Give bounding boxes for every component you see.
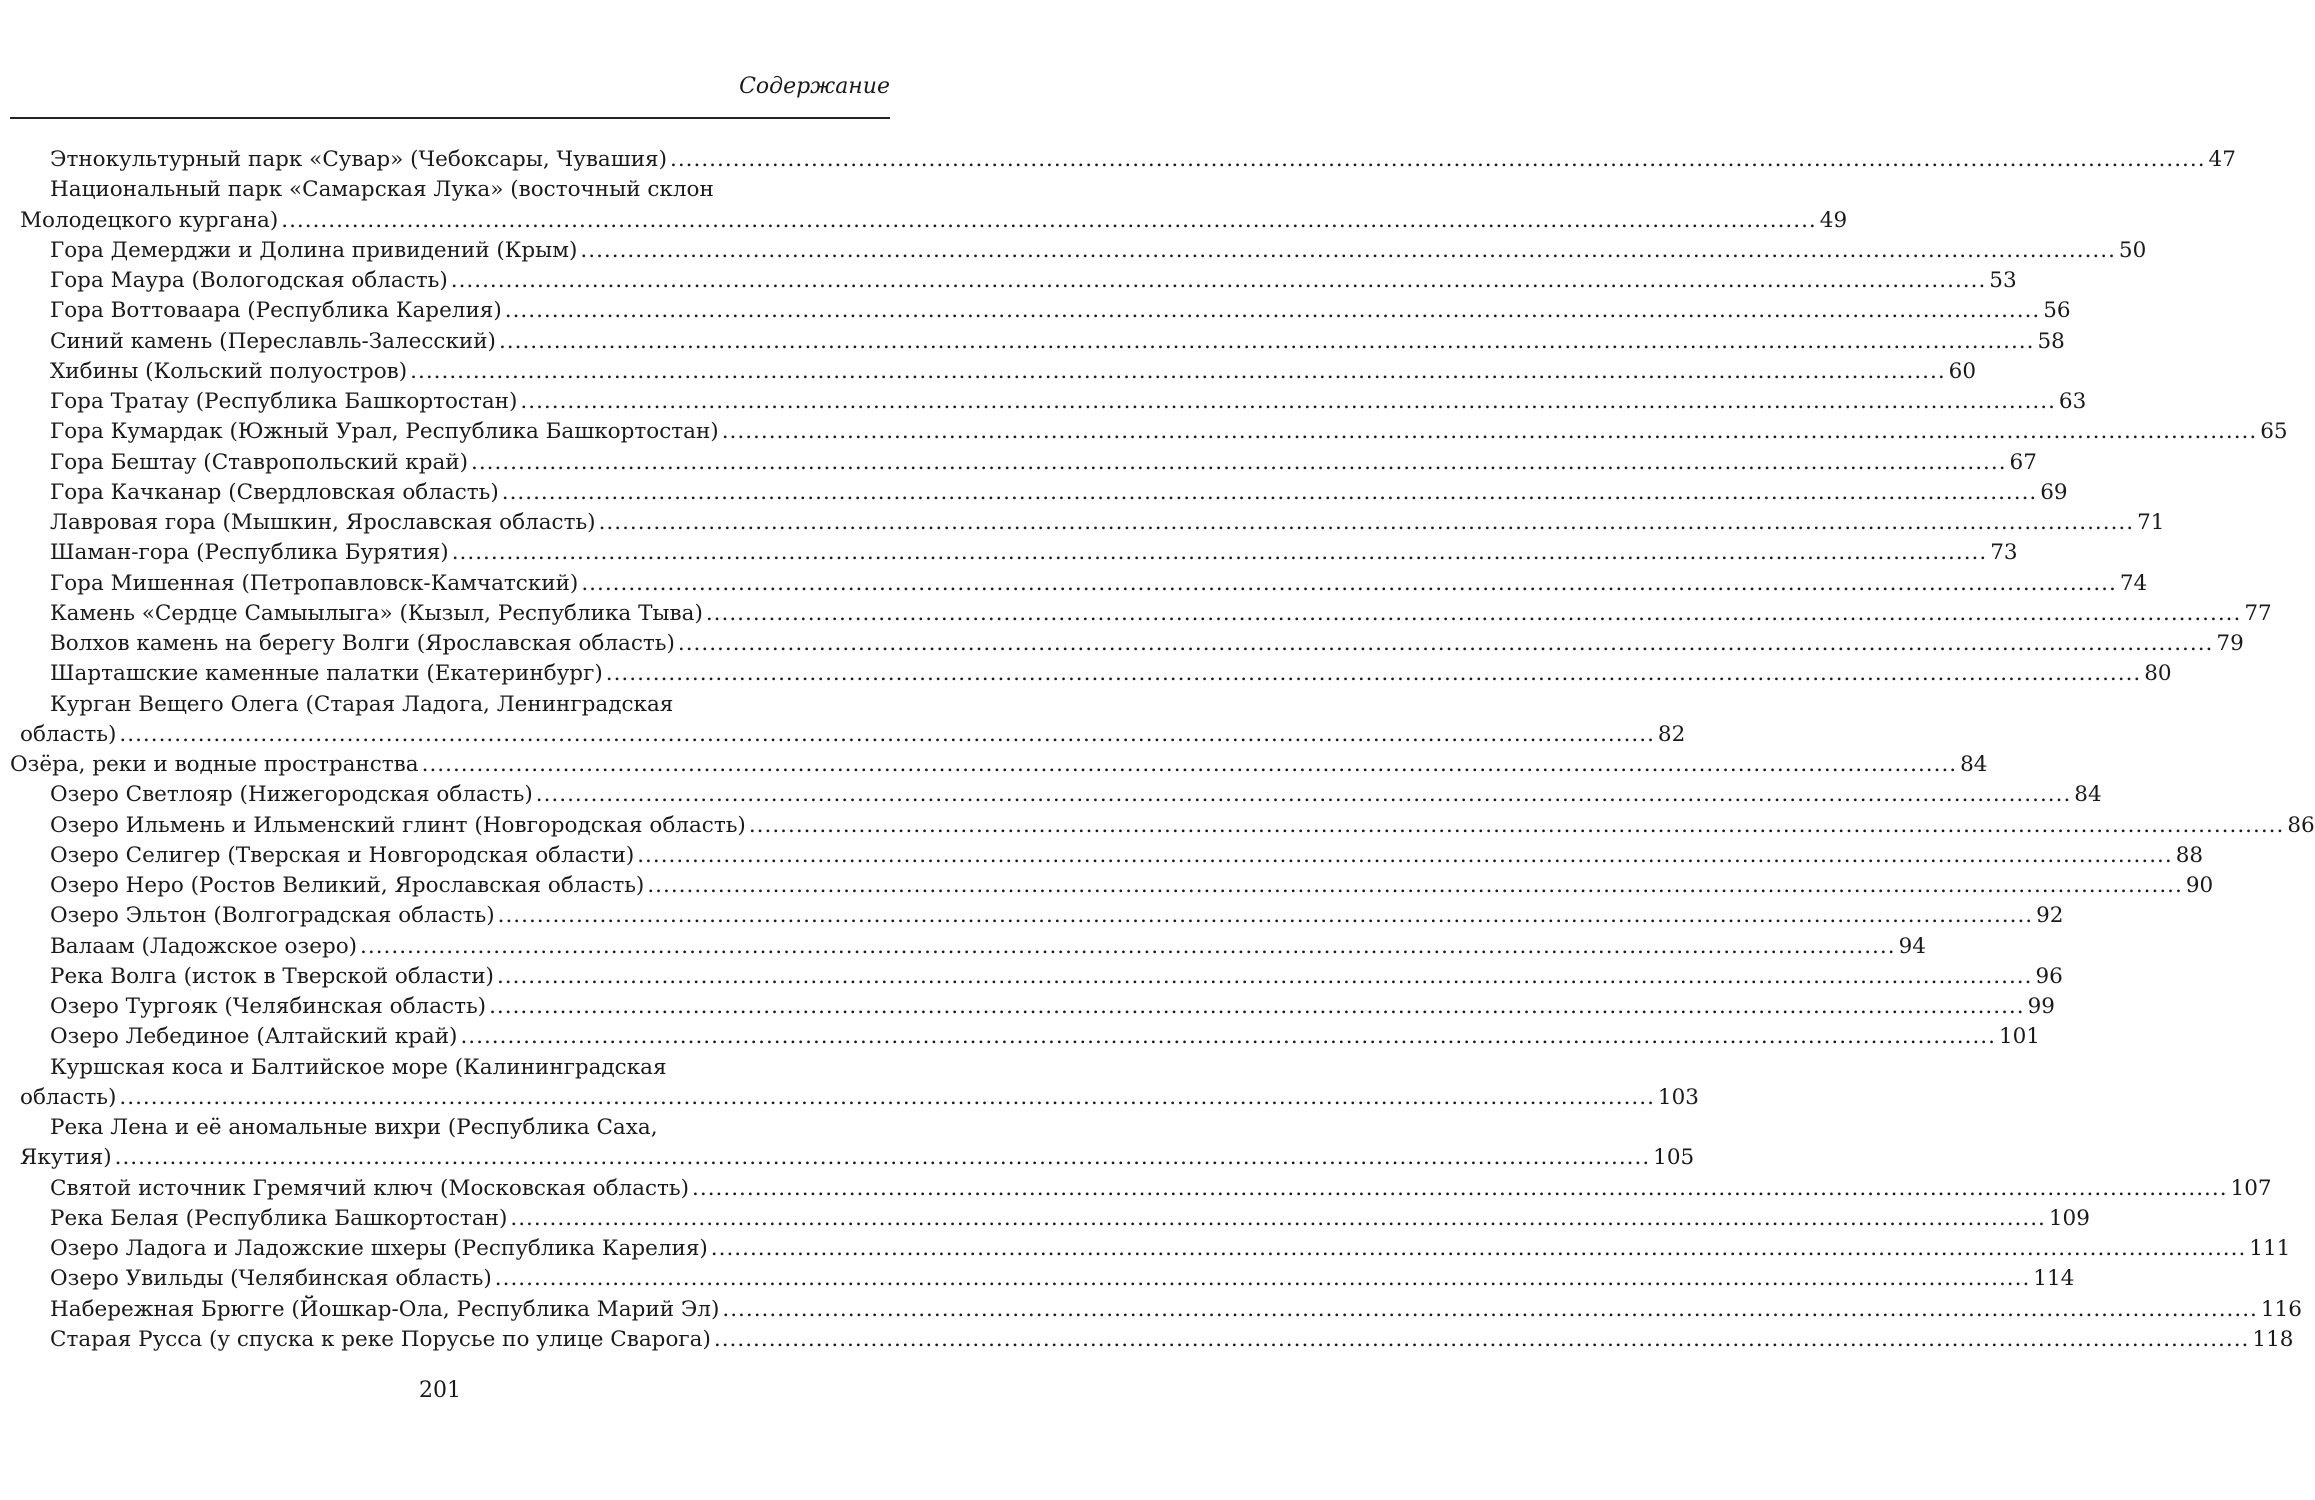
- toc-entry: [10, 811, 2315, 841]
- toc-entry-page: 47: [2208, 147, 2236, 172]
- table-of-contents: [10, 145, 2315, 1355]
- toc-entry-title: Гора Кумардак (Южный Урал, Республика Башкортостан): [50, 419, 719, 445]
- toc-entry-page: 49: [1819, 207, 1848, 233]
- toc-entry: [10, 1083, 1699, 1113]
- dot-leader: [581, 569, 2117, 599]
- toc-entry: [10, 296, 2071, 326]
- toc-entry-page: 111: [2249, 1236, 2291, 1261]
- toc-entry: [10, 266, 2017, 296]
- dot-leader: [670, 145, 2206, 175]
- toc-entry-title: Гора Бештау (Ставропольский край): [50, 449, 469, 475]
- toc-entry-page: 53: [1989, 268, 2017, 293]
- toc-entry-continued: [10, 1113, 887, 1143]
- toc-entry-title: Шарташские каменные палатки (Екатеринбург): [50, 661, 603, 687]
- dot-leader: [722, 417, 2258, 447]
- toc-entry-page: 56: [2043, 298, 2071, 324]
- toc-entry: [10, 720, 1686, 750]
- toc-entry-page: 63: [2058, 389, 2087, 414]
- toc-entry-page: 79: [2216, 631, 2244, 656]
- toc-entry: [10, 508, 2165, 538]
- toc-entry-title: Озеро Эльтон (Волгоградская область): [50, 903, 495, 929]
- dot-leader: [495, 1264, 2031, 1294]
- toc-entry-title: Хибины (Кольский полуостров): [50, 358, 408, 384]
- dot-leader: [422, 750, 1958, 780]
- toc-entry: [10, 992, 2055, 1022]
- dot-leader: [647, 871, 2183, 901]
- toc-entry-page: 105: [1653, 1145, 1695, 1171]
- toc-entry: [10, 599, 2272, 629]
- toc-entry-title: Якутия): [20, 1145, 112, 1171]
- toc-entry-title: Река Лена и её аномальные вихри (Республика Саха,: [50, 1115, 658, 1140]
- toc-entry: [10, 1022, 2040, 1052]
- toc-entry-title: Гора Мишенная (Петропавловск-Камчатский): [50, 570, 579, 596]
- toc-entry-title: Святой источник Гремячий ключ (Московская область): [50, 1175, 690, 1201]
- toc-entry-page: 67: [2009, 449, 2037, 475]
- toc-entry-title: Шаман-гора (Республика Бурятия): [50, 540, 449, 566]
- dot-leader: [580, 236, 2116, 266]
- toc-entry-title: Река Белая (Республика Башкортостан): [50, 1205, 508, 1231]
- dot-leader: [281, 206, 1817, 236]
- toc-entry-page: 92: [2036, 903, 2064, 929]
- toc-entry: [10, 750, 1988, 780]
- dot-leader: [706, 599, 2242, 629]
- toc-entry-title: область): [20, 721, 117, 747]
- dot-leader: [498, 901, 2034, 931]
- dot-leader: [749, 811, 2285, 841]
- toc-entry-continued: [10, 690, 887, 720]
- toc-entry-title: Озеро Ладога и Ладожские шхеры (Республика Карелия): [50, 1236, 708, 1261]
- toc-entry: [10, 1325, 2294, 1355]
- toc-entry: [10, 478, 2068, 508]
- dot-leader: [497, 962, 2033, 992]
- toc-entry: [10, 417, 2288, 447]
- toc-entry-page: 94: [1898, 933, 1926, 959]
- toc-entry: [10, 871, 2214, 901]
- toc-entry-page: 84: [1960, 752, 1988, 777]
- toc-entry: [10, 1234, 2291, 1264]
- dot-leader: [460, 1022, 1996, 1052]
- toc-entry: [10, 1295, 2302, 1325]
- toc-entry-page: 114: [2033, 1266, 2075, 1292]
- toc-entry: [10, 448, 2037, 478]
- dot-leader: [678, 629, 2214, 659]
- toc-entry-title: Озеро Ильмень и Ильменский глинт (Новгородская область): [50, 812, 746, 838]
- toc-entry: [10, 780, 2102, 810]
- dot-leader: [520, 387, 2056, 417]
- toc-entry-title: Гора Тратау (Республика Башкортостан): [50, 389, 518, 414]
- toc-entry-title: Молодецкого кургана): [20, 207, 279, 233]
- toc-entry-title: Озеро Селигер (Тверская и Новгородская области): [50, 842, 635, 868]
- toc-entry-title: Валаам (Ладожское озеро): [50, 933, 358, 959]
- dot-leader: [360, 932, 1896, 962]
- dot-leader: [471, 448, 2007, 478]
- header-rule: [10, 117, 890, 119]
- toc-entry: [10, 236, 2147, 266]
- toc-entry-page: 90: [2185, 873, 2214, 898]
- toc-entry: [10, 206, 1848, 236]
- toc-entry-continued: [10, 175, 887, 205]
- dot-leader: [119, 720, 1655, 750]
- toc-entry-page: 99: [2027, 994, 2055, 1019]
- dot-leader: [499, 327, 2035, 357]
- toc-entry-page: 107: [2230, 1175, 2272, 1201]
- toc-entry: [10, 357, 1977, 387]
- toc-entry-title: Озеро Лебединое (Алтайский край): [50, 1024, 458, 1050]
- toc-entry-page: 96: [2035, 963, 2063, 989]
- toc-entry-title: Синий камень (Переславль-Залесский): [50, 328, 496, 354]
- toc-entry-page: 84: [2074, 782, 2102, 808]
- toc-entry: [10, 1143, 1695, 1173]
- toc-entry-page: 65: [2260, 419, 2288, 445]
- toc-entry: [10, 901, 2064, 931]
- dot-leader: [489, 992, 2025, 1022]
- toc-entry: [10, 1174, 2272, 1204]
- toc-entry-title: Озеро Увильды (Челябинская область): [50, 1266, 492, 1292]
- dot-leader: [606, 659, 2142, 689]
- toc-entry-page: 74: [2119, 570, 2148, 596]
- toc-entry: [10, 659, 2172, 689]
- dot-leader: [714, 1325, 2250, 1355]
- toc-entry-title: область): [20, 1084, 117, 1110]
- toc-entry-page: 77: [2244, 600, 2272, 626]
- toc-entry-page: 60: [1948, 358, 1977, 384]
- toc-entry: [10, 327, 2065, 357]
- dot-leader: [510, 1204, 2046, 1234]
- toc-entry-title: Набережная Брюгге (Йошкар-Ола, Республика Марий Эл): [50, 1296, 720, 1322]
- toc-entry: [10, 841, 2204, 871]
- toc-entry: [10, 387, 2087, 417]
- toc-entry-title: Гора Качканар (Свердловская область): [50, 479, 499, 505]
- toc-entry: [10, 629, 2244, 659]
- dot-leader: [451, 266, 1987, 296]
- toc-entry: [10, 1204, 2090, 1234]
- dot-leader: [536, 780, 2072, 810]
- toc-entry-page: 109: [2048, 1205, 2090, 1231]
- toc-entry: [10, 569, 2148, 599]
- toc-entry-title: Гора Маура (Вологодская область): [50, 268, 448, 293]
- toc-entry-title: Озеро Тургояк (Челябинская область): [50, 994, 487, 1019]
- toc-entry: [10, 538, 2018, 568]
- toc-entry-title: Лавровая гора (Мышкин, Ярославская область): [50, 510, 596, 535]
- toc-entry-continued: [10, 1053, 887, 1083]
- toc-entry: [10, 145, 2236, 175]
- toc-entry-title: Этнокультурный парк «Сувар» (Чебоксары, Чувашия): [50, 147, 668, 172]
- toc-entry-title: Национальный парк «Самарская Лука» (восточный склон: [50, 177, 714, 203]
- toc-entry-title: Гора Воттоваара (Республика Карелия): [50, 298, 502, 324]
- toc-entry-title: Куршская коса и Балтийское море (Калининградская: [50, 1054, 667, 1080]
- toc-entry-page: 58: [2037, 328, 2065, 354]
- toc-entry-title: Гора Демерджи и Долина привидений (Крым): [50, 237, 578, 263]
- dot-leader: [711, 1234, 2247, 1264]
- toc-entry: [10, 962, 2063, 992]
- dot-leader: [637, 841, 2173, 871]
- toc-entry: [10, 932, 1926, 962]
- dot-leader: [722, 1295, 2258, 1325]
- dot-leader: [115, 1143, 1651, 1173]
- toc-entry-page: 116: [2260, 1296, 2302, 1322]
- toc-entry-title: Старая Русса (у спуска к реке Порусье по улице Сварога): [50, 1326, 711, 1352]
- toc-entry-page: 80: [2144, 661, 2172, 687]
- dot-leader: [505, 296, 2041, 326]
- toc-entry-title: Волхов камень на берегу Волги (Ярославская область): [50, 631, 675, 656]
- dot-leader: [692, 1174, 2228, 1204]
- dot-leader: [502, 478, 2038, 508]
- toc-entry-page: 73: [1990, 540, 2018, 566]
- toc-entry-title: Озеро Неро (Ростов Великий, Ярославская область): [50, 873, 645, 898]
- toc-entry-title: Озеро Светлояр (Нижегородская область): [50, 782, 533, 808]
- dot-leader: [119, 1083, 1655, 1113]
- toc-entry-title: Река Волга (исток в Тверской области): [50, 963, 494, 989]
- toc-entry-page: 50: [2118, 237, 2147, 263]
- toc-entry-page: 69: [2040, 479, 2068, 505]
- page-number: 201: [419, 1378, 461, 1403]
- dot-leader: [410, 357, 1946, 387]
- toc-entry-title: Озёра, реки и водные пространства: [10, 752, 419, 777]
- dot-leader: [599, 508, 2135, 538]
- toc-entry-page: 88: [2175, 842, 2204, 868]
- toc-entry-page: 103: [1657, 1084, 1699, 1110]
- toc-entry: [10, 1264, 2075, 1294]
- toc-entry-page: 86: [2287, 812, 2315, 838]
- toc-entry-title: Курган Вещего Олега (Старая Ладога, Ленинградская: [50, 691, 674, 717]
- toc-entry-title: Камень «Сердце Самыылыга» (Кызыл, Республика Тыва): [50, 600, 703, 626]
- dot-leader: [452, 538, 1988, 568]
- running-header: Содержание: [739, 74, 890, 99]
- toc-entry-page: 118: [2252, 1326, 2294, 1352]
- toc-entry-page: 101: [1998, 1024, 2040, 1050]
- toc-entry-page: 82: [1657, 721, 1686, 747]
- toc-entry-page: 71: [2137, 510, 2165, 535]
